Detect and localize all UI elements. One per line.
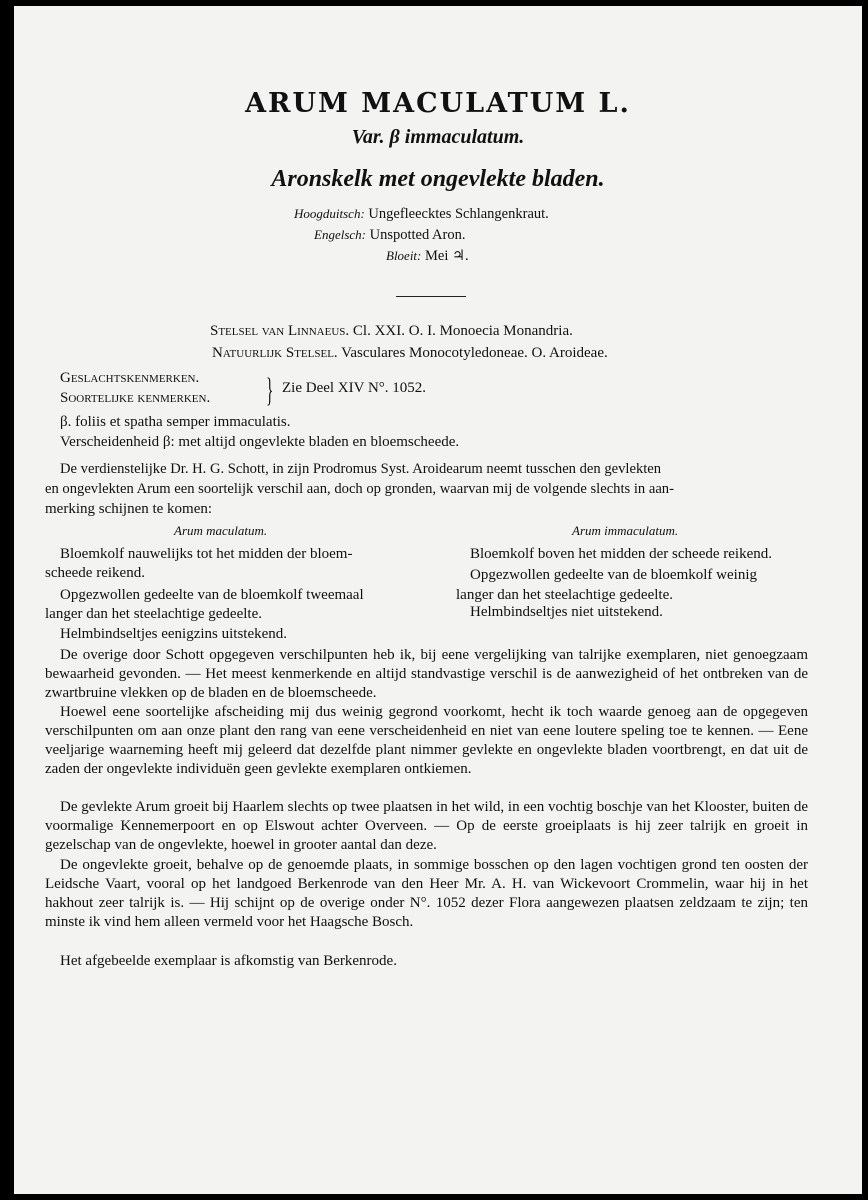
species-characteristics-label: Soortelijke kenmerken. xyxy=(60,390,211,406)
page-title: ARUM MACULATUM L. xyxy=(245,88,631,119)
document-page xyxy=(14,6,862,1194)
schott-line-1: De verdienstelijke Dr. H. G. Schott, in zijn Prodromus Syst. Aroidearum neemt tusschen den gevlekten xyxy=(60,461,662,477)
genus-characteristics-label: Geslachtskenmerken. xyxy=(60,370,200,386)
schott-line-3: merking schijnen te komen: xyxy=(45,501,213,517)
natural-system xyxy=(212,344,608,363)
dutch-common-name: Aronskelk met ongevlekte bladen. xyxy=(271,166,605,192)
latin-diagnosis: β. foliis et spatha semper immaculatis. xyxy=(60,414,291,430)
paragraph-4: De ongevlekte groeit, behalve op de genoemde plaats, in sommige bosschen op den lagen vochtigen grond ten oosten der Leidsche Vaart, vooral op het landgoed Berkenrode van den Heer Mr. A. H. van Wickevoort Crommelin, waar hij in het hakhout zeer talrijk is. — Hij schijnt op de overige onder N°. 1052 dezer Flora aangewezen plaatsen zeldzaam te zijn; ten minste ik vind hem alleen vermeld voor het Haagsche Bosch. xyxy=(45,857,808,930)
linnaeus-system xyxy=(210,322,573,341)
english-name: Unspotted Aron. xyxy=(369,227,466,243)
natural-value: Vasculares Monocotyledoneae. O. Aroideae. xyxy=(341,345,608,361)
maculatum-trait-2a: Opgezwollen gedeelte van de bloemkolf tweemaal xyxy=(60,587,364,603)
maculatum-trait-2b: langer dan het steelachtige gedeelte. xyxy=(45,606,262,622)
schott-line-2: en ongevlekten Arum een soortelijk verschil aan, doch op gronden, waarvan mij de volgende slechts in aan- xyxy=(45,481,674,497)
english-label: Engelsch: xyxy=(314,227,366,242)
german-name: Ungefleecktes Schlangenkraut. xyxy=(368,206,549,222)
maculatum-trait-1b: scheede reikend. xyxy=(45,565,145,581)
german-name-line xyxy=(294,206,549,223)
maculatum-heading: Arum maculatum. xyxy=(174,523,268,538)
immaculatum-trait-1: Bloemkolf boven het midden der scheede reikend. xyxy=(470,546,772,562)
german-label: Hoogduitsch: xyxy=(294,206,365,221)
dutch-diagnosis: Verscheidenheid β: met altijd ongevlekte bladen en bloemscheede. xyxy=(60,434,460,450)
linnaeus-value: Cl. XXI. O. I. Monoecia Monandria. xyxy=(352,323,573,339)
linnaeus-label: Stelsel van Linnaeus. xyxy=(210,323,350,339)
bloom-label: Bloeit: xyxy=(386,248,422,263)
bloom-line xyxy=(386,248,469,265)
immaculatum-trait-3: Helmbindseltjes niet uitstekend. xyxy=(470,604,663,620)
brace-icon: } xyxy=(266,372,274,409)
paragraph-2: Hoewel eene soortelijke afscheiding mij dus weinig gegrond voorkomt, hecht ik toch waarde genoeg aan de opgegeven verschilpunten om aan onze plant den rang van eene verscheidenheid en niet van eene loutere speling toe te kennen. — Eene veeljarige waarneming heeft mij geleerd dat dezelfde plant nimmer gevlekte en ongevlekte bladen voortbrengt, en dat uit de zaden der ongevlekte individuën geen gevlekte exemplaren ontkiemen. xyxy=(45,704,808,777)
divider xyxy=(396,296,466,297)
immaculatum-trait-2a: Opgezwollen gedeelte van de bloemkolf weinig xyxy=(470,567,757,583)
paragraph-1: De overige door Schott opgegeven verschilpunten heb ik, bij eene vergelijking van talrijke exemplaren, niet genoegzaam bewaarheid gevonden. — Het meest kenmerkende en altijd standvastige verschil is de aanwezigheid of het ontbreken van de zwartbruine vlekken op de bladen en de bloemscheede. xyxy=(45,647,808,701)
volume-reference: Zie Deel XIV N°. 1052. xyxy=(282,380,427,396)
paragraph-3: De gevlekte Arum groeit bij Haarlem slechts op twee plaatsen in het wild, in een vochtig boschje van het Klooster, buiten de voormalige Kennemerpoort en op Elswout achter Overveen. — Op de eerste groeiplaats is hij zeer talrijk en groeit in gezelschap van de ongevlekte, hoewel in grooter aantal dan deze. xyxy=(45,799,808,853)
maculatum-trait-1a: Bloemkolf nauwelijks tot het midden der bloem- xyxy=(60,546,353,562)
immaculatum-trait-2b: langer dan het steelachtige gedeelte. xyxy=(456,587,673,603)
natural-label: Natuurlijk Stelsel. xyxy=(212,345,338,361)
english-name-line xyxy=(314,227,465,244)
bloom-value: Mei ♃. xyxy=(425,248,469,264)
immaculatum-heading: Arum immaculatum. xyxy=(572,523,679,538)
paragraph-5: Het afgebeelde exemplaar is afkomstig van Berkenrode. xyxy=(60,953,397,969)
variety-name: Var. β immaculatum. xyxy=(351,126,525,148)
maculatum-trait-3: Helmbindseltjes eenigzins uitstekend. xyxy=(60,626,288,642)
